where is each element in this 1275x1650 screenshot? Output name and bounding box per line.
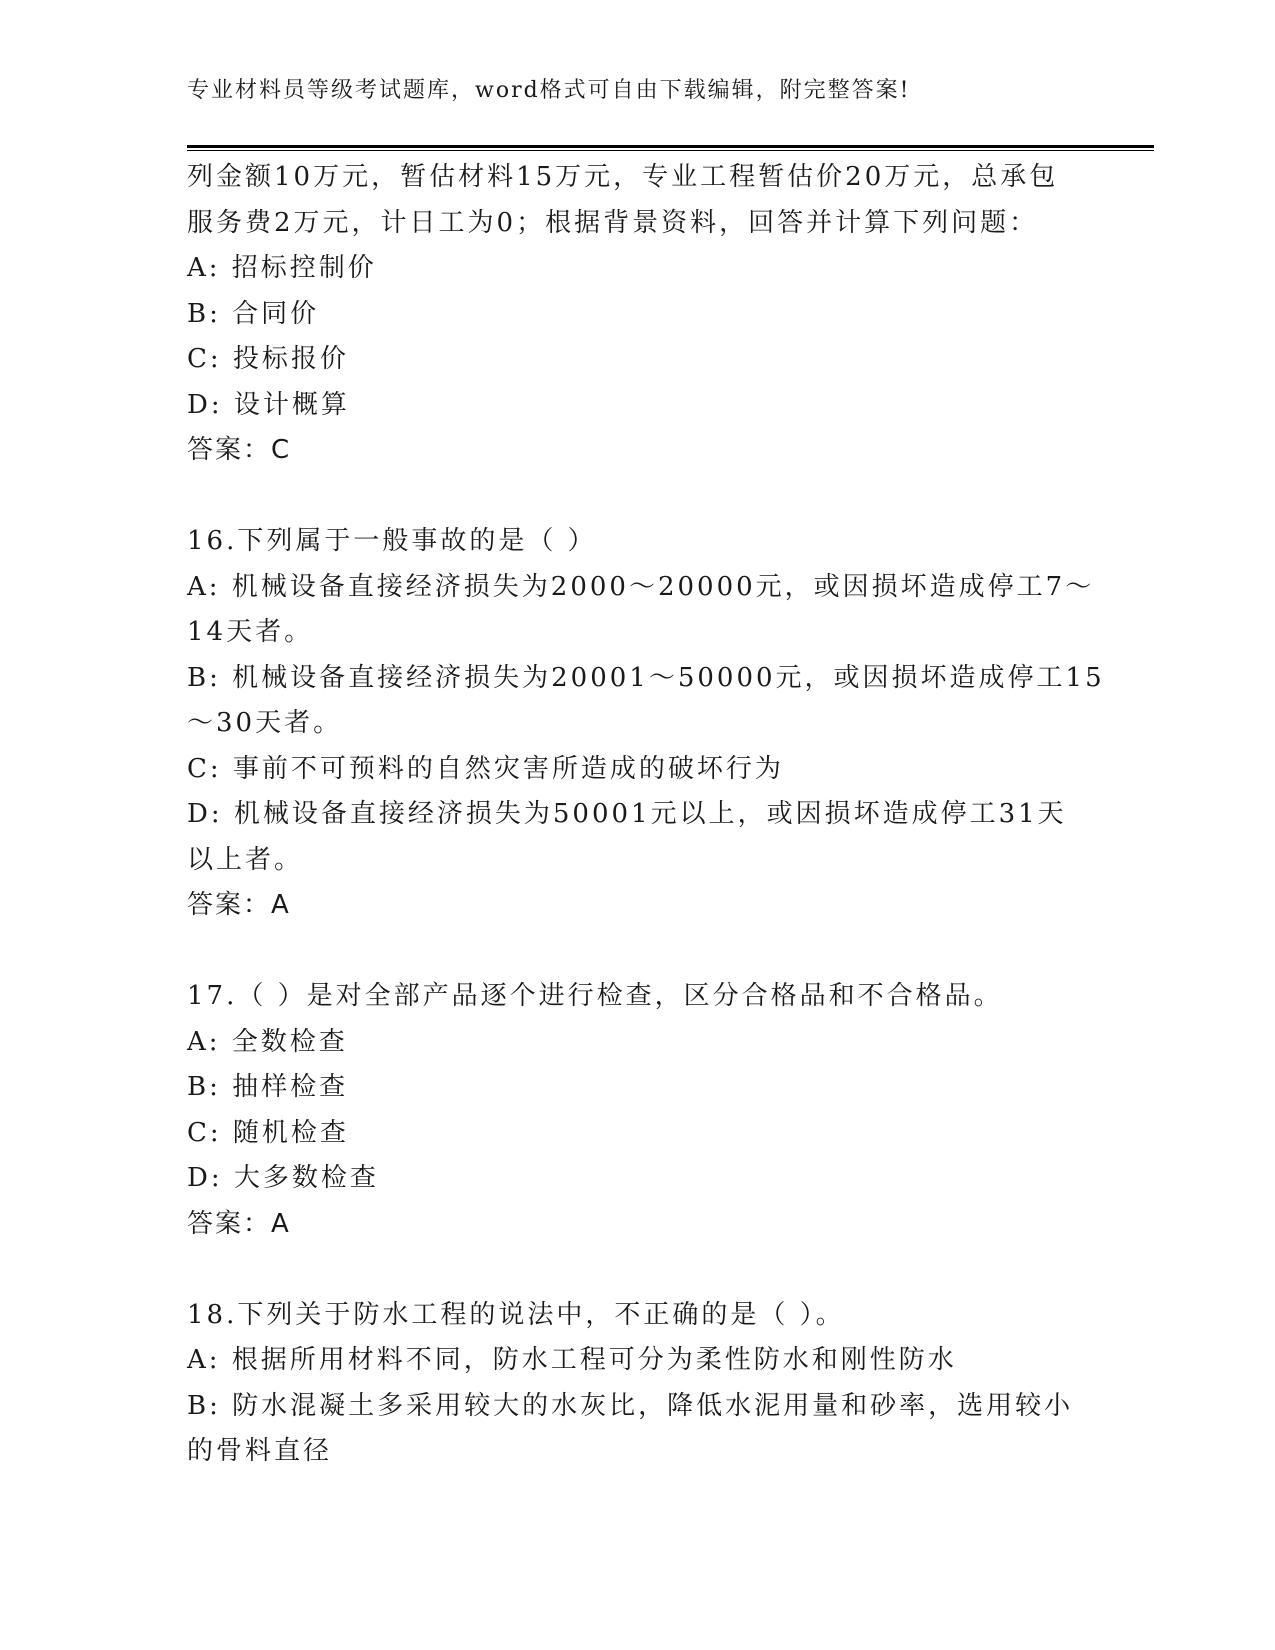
question-text-line: 列金额10万元，暂估材料15万元，专业工程暂估价20万元，总承包	[187, 162, 1059, 192]
page-header: 专业材料员等级考试题库，word格式可自由下载编辑，附完整答案!	[187, 78, 911, 103]
option-a: A: 机械设备直接经济损失为2000～20000元，或因损坏造成停工7～	[187, 571, 1095, 602]
option-a: A: 招标控制价	[187, 253, 377, 283]
question-text-line: 服务费2万元，计日工为0；根据背景资料，回答并计算下列问题：	[187, 207, 1039, 238]
option-c: C: 事前不可预料的自然灾害所造成的破坏行为	[187, 753, 784, 784]
option-a-continued: 14天者。	[187, 617, 314, 647]
question-content	[187, 155, 1105, 1475]
option-b: B: 抽样检查	[187, 1072, 349, 1102]
answer: 答案：A	[187, 1208, 291, 1239]
option-d: D: 机械设备直接经济损失为50001元以上，或因损坏造成停工31天	[187, 799, 1067, 829]
answer: 答案：A	[187, 890, 291, 920]
header-rule-thick	[187, 145, 1154, 148]
option-d: D: 大多数检查	[187, 1163, 379, 1193]
question-title: 16.下列属于一般事故的是（ ）	[187, 526, 597, 556]
option-b: B: 机械设备直接经济损失为20001～50000元，或因损坏造成停工15	[187, 662, 1105, 693]
option-b-continued: ～30天者。	[187, 708, 343, 738]
option-c: C: 投标报价	[187, 344, 349, 374]
question-title: 18.下列关于防水工程的说法中，不正确的是（ ）。	[187, 1299, 845, 1330]
option-b: B: 防水混凝土多采用较大的水灰比，降低水泥用量和砂率，选用较小	[187, 1390, 1074, 1421]
option-b: B: 合同价	[187, 298, 320, 329]
question-block-17	[187, 974, 1087, 1247]
question-title: 17.（ ）是对全部产品逐个进行检查，区分合格品和不合格品。	[187, 981, 1003, 1011]
header-rule-thin	[187, 150, 1154, 151]
option-a: A: 全数检查	[187, 1026, 348, 1057]
option-c: C: 随机检查	[187, 1117, 349, 1148]
option-d-continued: 以上者。	[187, 844, 304, 875]
option-d: D: 设计概算	[187, 389, 350, 420]
question-block-18	[187, 1293, 1087, 1475]
option-b-continued: 的骨料直径	[187, 1436, 333, 1466]
question-block-16	[187, 519, 1105, 929]
answer: 答案：C	[187, 435, 292, 465]
option-a: A: 根据所用材料不同，防水工程可分为柔性防水和刚性防水	[187, 1345, 957, 1375]
question-block-15	[187, 155, 1087, 474]
